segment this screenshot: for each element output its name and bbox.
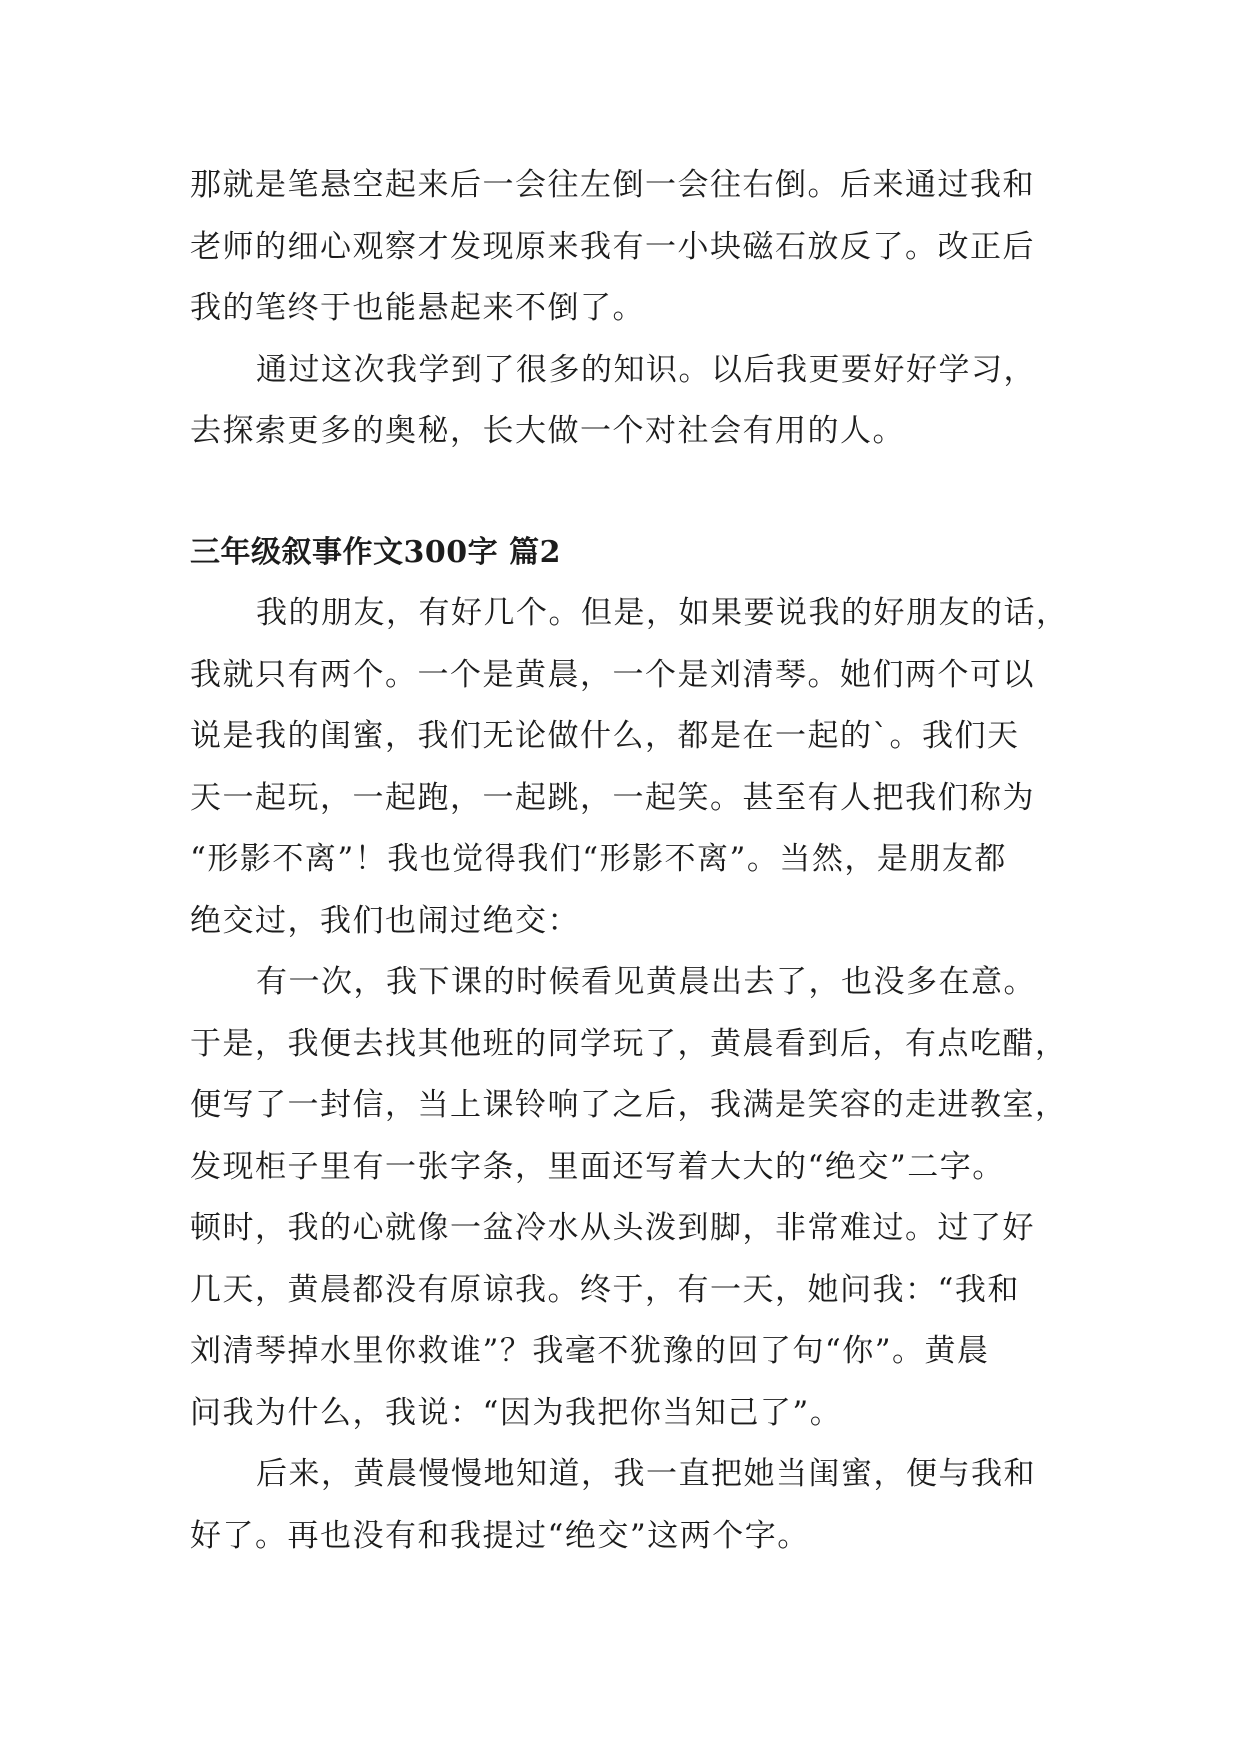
paragraph-line: 绝交过，我们也闹过绝交： (190, 902, 580, 939)
paragraph-line: 我就只有两个。一个是黄晨，一个是刘清琴。她们两个可以 (190, 656, 1035, 693)
paragraph-1 (190, 583, 1070, 952)
paragraph-line: 说是我的闺蜜，我们无论做什么，都是在一起的`。我们天 (190, 718, 1020, 754)
paragraph-line: 问我为什么，我说：“因为我把你当知己了”。 (190, 1394, 843, 1431)
paragraph-line: 好了。再也没有和我提过“绝交”这两个字。 (190, 1517, 810, 1554)
paragraph-line: 老师的细心观察才发现原来我有一小块磁石放反了。改正后 (190, 228, 1035, 265)
paragraph-2 (190, 952, 1070, 1444)
paragraph-line: 那就是笔悬空起来后一会往左倒一会往右倒。后来通过我和 (190, 167, 1035, 203)
paragraph-line: 发现柜子里有一张字条，里面还写着大大的“绝交”二字。 (190, 1148, 1005, 1185)
paragraph-3 (190, 1444, 1070, 1567)
paragraph-line: 我的笔终于也能悬起来不倒了。 (190, 290, 645, 326)
paragraph-line: 顿时，我的心就像一盆冷水从头泼到脚，非常难过。过了好 (190, 1210, 1035, 1246)
paragraph-line: 便写了一封信，当上课铃响了之后，我满是笑容的走进教室， (190, 1087, 1068, 1123)
paragraph-line: 于是，我便去找其他班的同学玩了，黄晨看到后，有点吃醋， (190, 1025, 1068, 1062)
paragraph-line: 去探索更多的奥秘，长大做一个对社会有用的人。 (190, 413, 905, 449)
paragraph-line: “形影不离”！我也觉得我们“形影不离”。当然，是朋友都 (190, 841, 1007, 877)
paragraph-line: 几天，黄晨都没有原谅我。终于，有一天，她问我：“我和 (190, 1271, 1020, 1308)
paragraph-line: 刘清琴掉水里你救谁”？我毫不犹豫的回了句“你”。黄晨 (190, 1333, 990, 1369)
section-spacer (190, 463, 1070, 522)
paragraph-line: 天一起玩，一起跑，一起跳，一起笑。甚至有人把我们称为 (190, 779, 1035, 816)
closing-paragraph (190, 340, 1070, 463)
paragraph-line: 有一次，我下课的时候看见黄晨出去了，也没多在意。 (256, 964, 1036, 1000)
document-body (190, 155, 1070, 1567)
continued-paragraph (190, 155, 1070, 340)
section-heading: 三年级叙事作文300字 篇2 (190, 534, 561, 570)
paragraph-line: 后来，黄晨慢慢地知道，我一直把她当闺蜜，便与我和 (256, 1456, 1036, 1492)
paragraph-line: 我的朋友，有好几个。但是，如果要说我的好朋友的话， (256, 595, 1069, 631)
paragraph-line: 通过这次我学到了很多的知识。以后我更要好好学习， (256, 351, 1036, 388)
